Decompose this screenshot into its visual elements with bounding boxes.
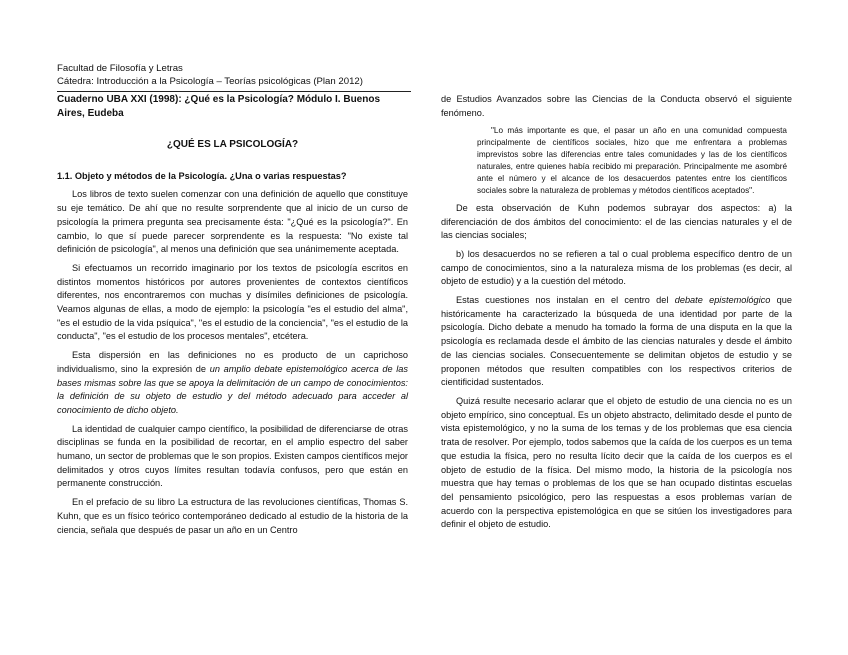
paragraph-8-text-a: Estas cuestiones nos instalan en el centro del	[456, 295, 675, 306]
paragraph-1: Los libros de texto suelen comenzar con una definición de aquello que constituye su eje temático. De ahí que no resulte sorprendente que al inicio de un curso de psicología la primera pregunta sea precisamente ésta: "¿Qué es la psicología?". En cambio, lo que sí puede parecer sorprendente es la respuesta: "No existe tal definición de psicología", al menos una definición que sea unánimemente aceptada.	[57, 189, 408, 255]
kuhn-quote-text: "Lo más importante es que, el pasar un año en una comunidad compuesta principalmente de científicos sociales, hizo que me enfrentara a problemas imprevistos sobre las diferencias entre tales comunidades y las de los científicos naturales, entre quienes había recibido mi preparación. Principalmente me asombré ante el número y el alcance de los desacuerdos patentes entre los científicos sociales sobre la naturaleza de problemas y métodos científicos aceptados".	[477, 126, 787, 195]
subheading: 1.1. Objeto y métodos de la Psicología. ¿Una o varias respuestas?	[57, 170, 347, 181]
section-title: ¿QUÉ ES LA PSICOLOGÍA?	[166, 139, 299, 150]
paragraph-7: b) los desacuerdos no se refieren a tal o cual problema específico dentro de un campo de conocimientos, sino a la naturaleza misma de los problemas (es decir, al objeto de estudio) y a la cuestión del método.	[441, 248, 792, 287]
right-column	[441, 93, 792, 532]
paragraph-9: Quizá resulte necesario aclarar que el objeto de estudio de una ciencia no es un objeto empírico, sino conceptual. Es un objeto abstracto, delimitado desde el punto de vista epistemológico, y no la suma de los temas y de los problemas que esa ciencia trata de resolver. Por ejemplo, todos sabemos que la caída de los cuerpos es un tema que estudia la física, pero no resulta lícito decir que la caída de los cuerpos es el objeto de estudio de la física. Del mismo modo, la historia de la psicología nos muestra que hay temas o problemas de los que se han ocupado distintas escuelas del pensamiento psicológico, pero las respuestas a esos problemas varían de acuerdo con la perspectiva epistemológica en que se sitúen los investigadores para definir el objeto de estudio.	[441, 395, 792, 530]
paragraph-continuation: de Estudios Avanzados sobre las Ciencias de la Conducta observó el siguiente fenómeno.	[441, 94, 792, 118]
paragraph-4: La identidad de cualquier campo científico, la posibilidad de diferenciarse de otras disciplinas se funda en la posibilidad de recortar, en el amplio espectro del saber humano, un sector de problemas que le son propios. Existen campos científicos mejor delimitados y otros cuyos límites resultan todavía confusos, pero que están en permanente construcción.	[57, 423, 408, 489]
page-header	[57, 63, 387, 88]
kuhn-quote	[477, 125, 787, 196]
paragraph-6: De esta observación de Kuhn podemos subrayar dos aspectos: a) la diferenciación de dos ámbitos del conocimiento: el de las ciencias naturales y el de las ciencias sociales;	[441, 202, 792, 241]
paragraph-3-italic: un amplio debate epistemológico acerca de las bases mismas sobre las que se apoya la delimitación de un campo de conocimientos: la definición de su objeto de estudio y del método adecuado para acceder al conocimiento de dicho objeto.	[57, 363, 408, 415]
header-rule	[57, 91, 411, 92]
paragraph-3-text: Esta dispersión en las definiciones no es producto de un caprichoso individualismo, sino la expresión de	[57, 350, 408, 374]
paragraph-2: Si efectuamos un recorrido imaginario por los textos de psicología escritos en distintos momentos históricos por autores provenientes de contextos científicos diferentes, nos encontraremos con muchas y disímiles definiciones de psicología. Veamos algunas de ellas, a modo de ejemplo: la psicología "es el estudio del alma", "es el estudio de la vida psíquica", "es el estudio de la conciencia", "es el estudio de la conducta", "es el estudio de los procesos mentales", etcétera.	[57, 262, 408, 342]
source-reference: Cuaderno UBA XXI (1998): ¿Qué es la Psicología? Módulo I. Buenos Aires, Eudeba	[57, 94, 381, 119]
paragraph-8-italic: debate epistemológico	[674, 295, 771, 306]
paragraph-8	[441, 294, 792, 390]
paragraph-3	[57, 349, 408, 418]
paragraph-8-text-b: que históricamente ha caracterizado la búsqueda de una identidad por parte de la psicología. Dicho debate a menudo ha tomado la forma de una disputa en la que la psicología es reclamada desde el ámbito de las ciencias naturales y desde el ámbito de las ciencias sociales. Consecuentemente se delimitan objetos de estudio y se proponen métodos que resulten compatibles con los respectivos criterios de cientificidad sustentados.	[441, 295, 792, 388]
left-column	[57, 93, 408, 537]
paragraph-5: En el prefacio de su libro La estructura de las revoluciones científicas, Thomas S. Kuhn, que es un físico teórico contemporáneo dedicado al estudio de la historia de la ciencia, señala que después de pasar un año en un Centro	[57, 497, 408, 535]
faculty-line: Facultad de Filosofía y Letras	[57, 63, 183, 74]
course-line: Cátedra: Introducción a la Psicología – Teorías psicológicas (Plan 2012)	[57, 75, 363, 87]
